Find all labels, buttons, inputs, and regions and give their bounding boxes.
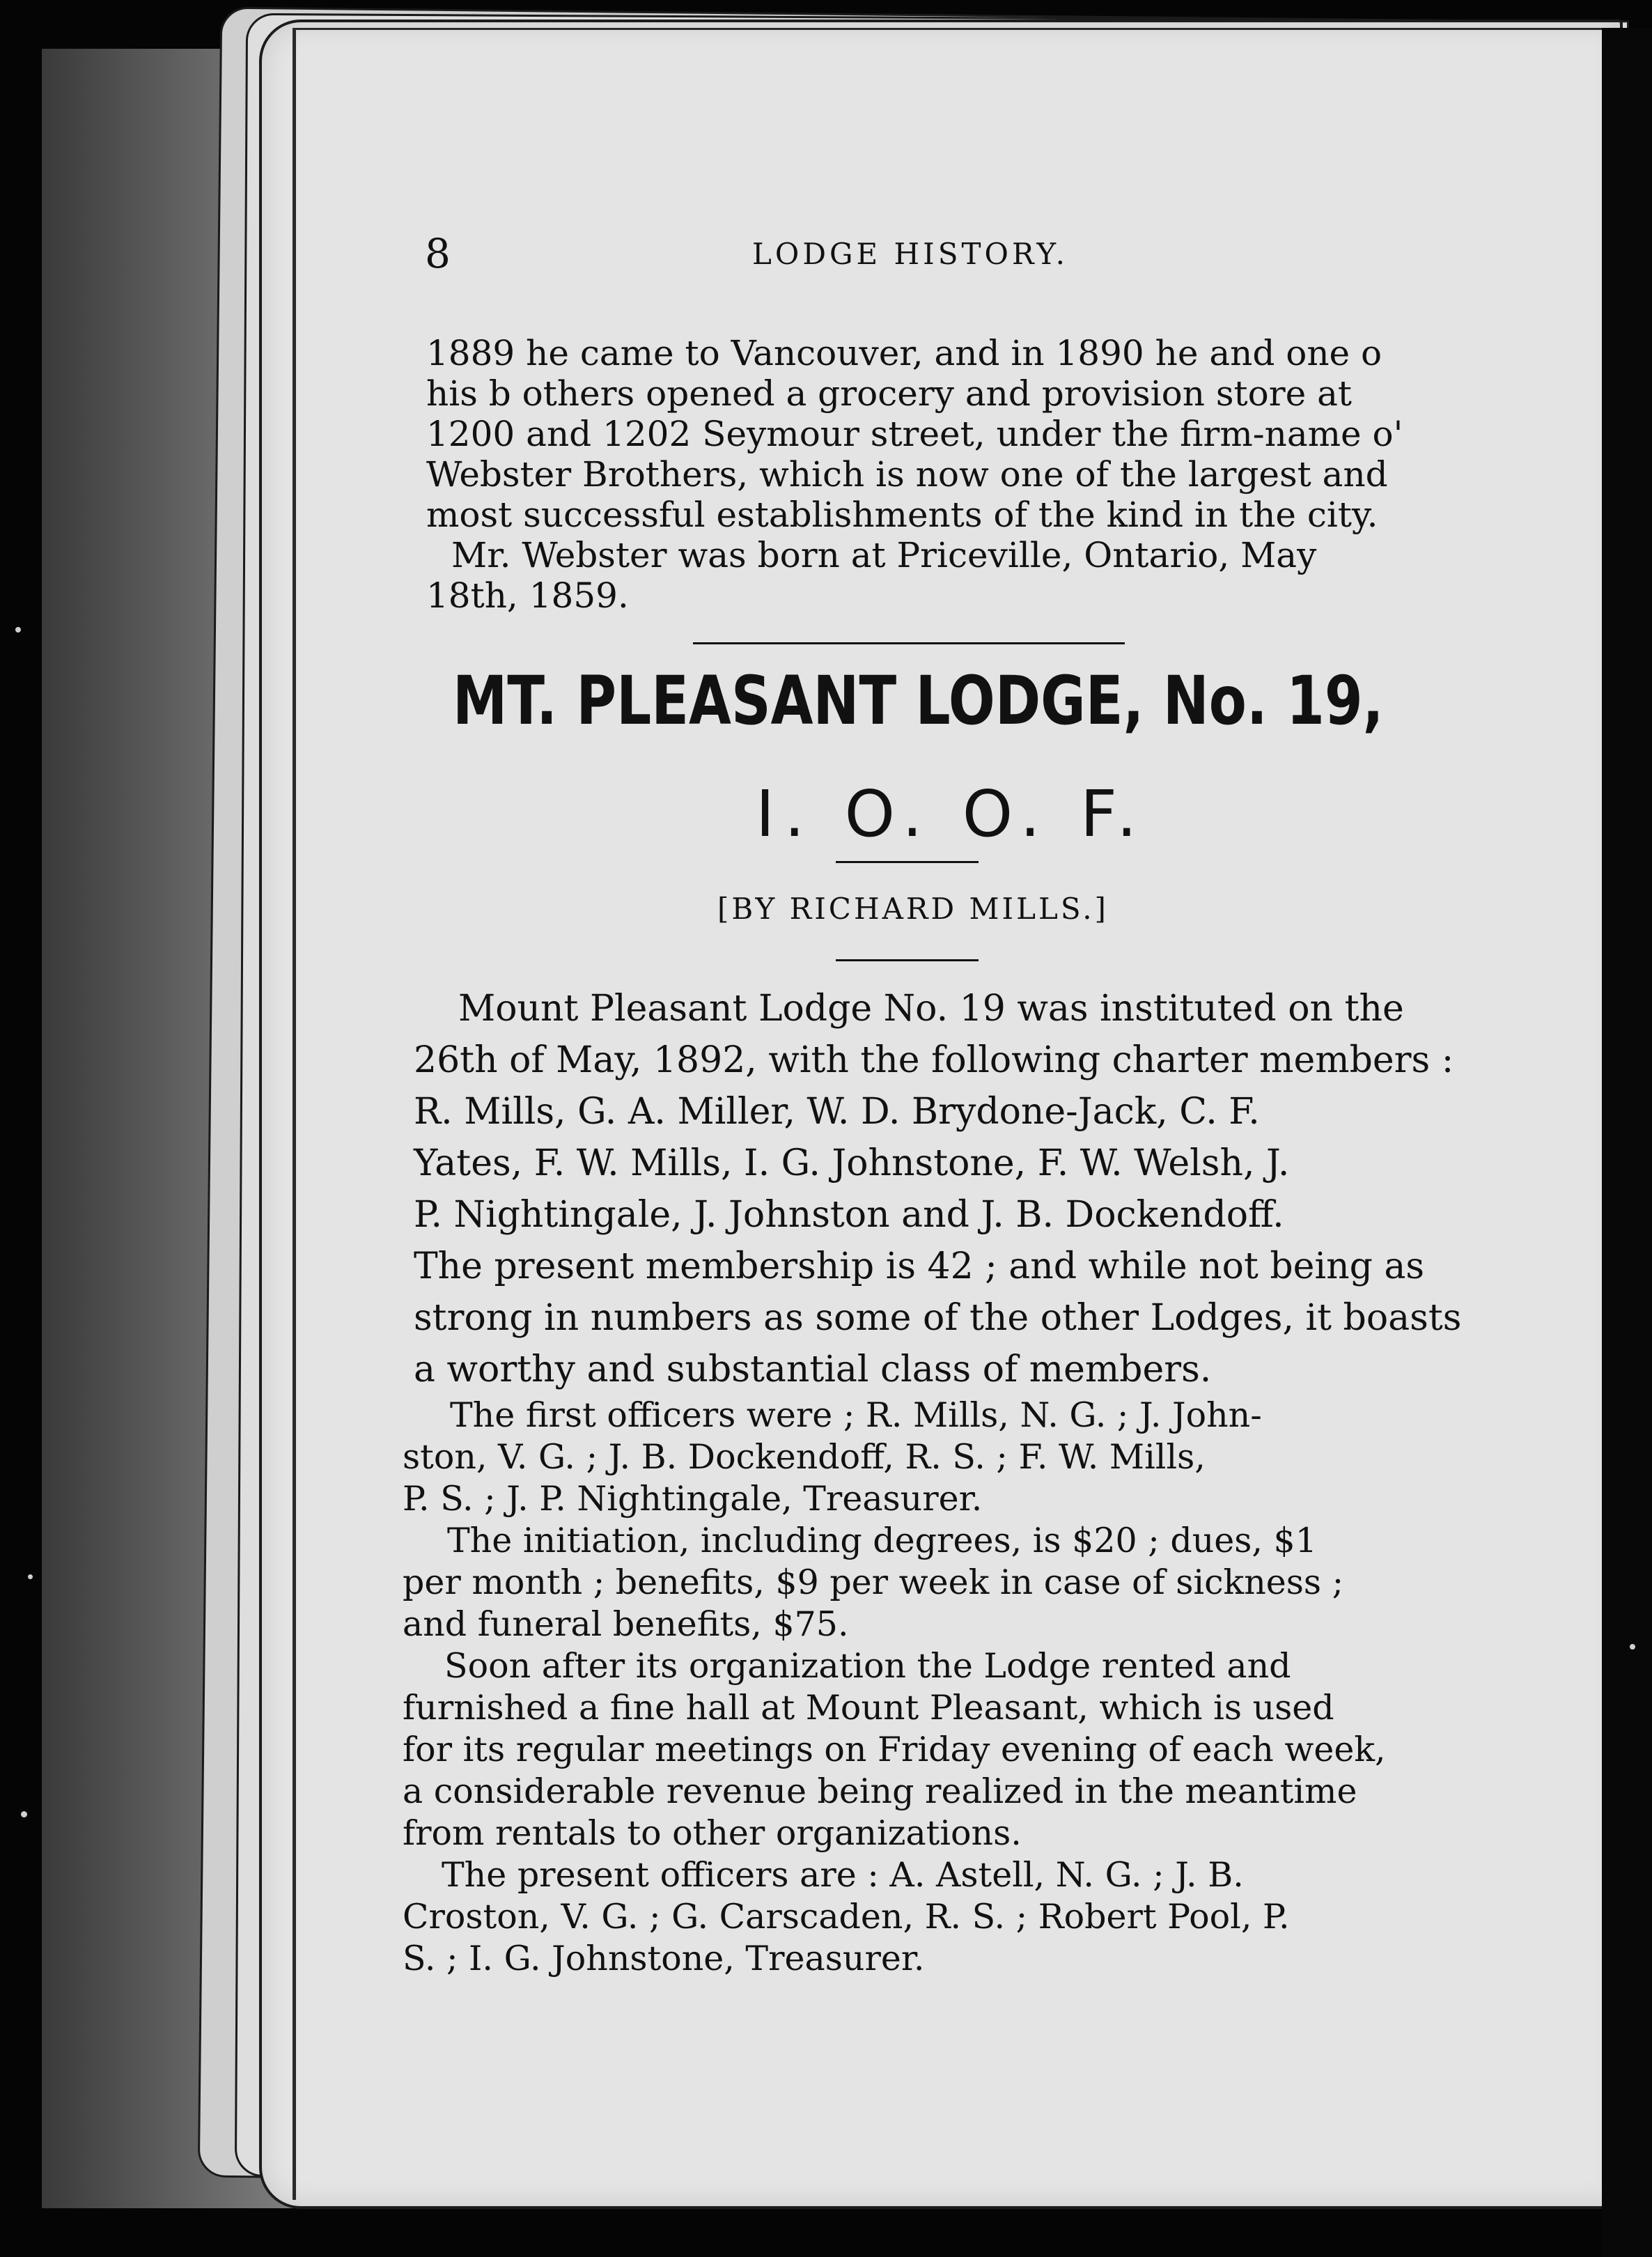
text-line: ston, V. G. ; J. B. Dockendoff, R. S. ; F. W. Mills, [403,1437,1206,1477]
article-subtitle: I. O. O. F. [756,777,1147,851]
text-line: The present officers are : A. Astell, N. G. ; J. B. [442,1855,1244,1895]
text-line: P. S. ; J. P. Nightingale, Treasurer. [403,1479,983,1519]
page-number: 8 [425,230,451,277]
byline-rule [836,959,979,961]
text-line: Soon after its organization the Lodge rented and [444,1646,1291,1686]
running-head-title: LODGE HISTORY. [752,237,1068,271]
scan-speck [15,627,21,633]
title-rule [836,861,979,863]
text-line: Mount Pleasant Lodge No. 19 was instituted on the [458,988,1404,1030]
text-line: most successful establishments of the kind in the city. [426,495,1378,535]
text-line: and funeral benefits, $75. [403,1604,849,1644]
text-line: R. Mills, G. A. Miller, W. D. Brydone-Jack, C. F. [414,1091,1260,1133]
text-line: 18th, 1859. [426,575,629,616]
text-line: The first officers were ; R. Mills, N. G. ; J. John- [450,1395,1262,1435]
section-divider [693,642,1125,644]
text-line: Yates, F. W. Mills, I. G. Johnstone, F. W. Welsh, J. [414,1142,1290,1184]
scan-right-margin [1602,28,1652,2257]
article-byline: [BY RICHARD MILLS.] [717,892,1109,926]
text-line: his b others opened a grocery and provision store at [426,373,1352,414]
scan-speck [28,1574,33,1579]
text-line: The present membership is 42 ; and while not being as [414,1246,1425,1287]
text-line: from rentals to other organizations. [403,1813,1022,1853]
scan-speck [21,1811,27,1817]
scan-speck [1630,1644,1635,1650]
text-line: 26th of May, 1892, with the following charter members : [414,1039,1454,1081]
text-line: a worthy and substantial class of members. [414,1349,1212,1390]
text-line: per month ; benefits, $9 per week in case of sickness ; [403,1562,1344,1602]
running-header [425,230,1435,300]
text-line: for its regular meetings on Friday evening of each week, [403,1730,1386,1769]
text-line: Mr. Webster was born at Priceville, Ontario, May [451,535,1317,575]
text-line: 1200 and 1202 Seymour street, under the firm-name o' [426,414,1403,454]
text-line: Webster Brothers, which is now one of the largest and [426,454,1388,495]
text-line: S. ; I. G. Johnstone, Treasurer. [403,1939,925,1978]
text-line: furnished a fine hall at Mount Pleasant, which is used [403,1688,1334,1728]
text-line: a considerable revenue being realized in the meantime [403,1771,1357,1811]
text-line: strong in numbers as some of the other Lodges, it boasts [414,1297,1462,1339]
article-title: MT. PLEASANT LODGE, No. 19, [453,662,1384,740]
text-line: The initiation, including degrees, is $20 ; dues, $1 [447,1521,1317,1560]
text-line: Croston, V. G. ; G. Carscaden, R. S. ; Robert Pool, P. [403,1897,1290,1937]
text-line: 1889 he came to Vancouver, and in 1890 he and one o [426,333,1382,373]
text-line: P. Nightingale, J. Johnston and J. B. Dockendoff. [414,1194,1284,1236]
